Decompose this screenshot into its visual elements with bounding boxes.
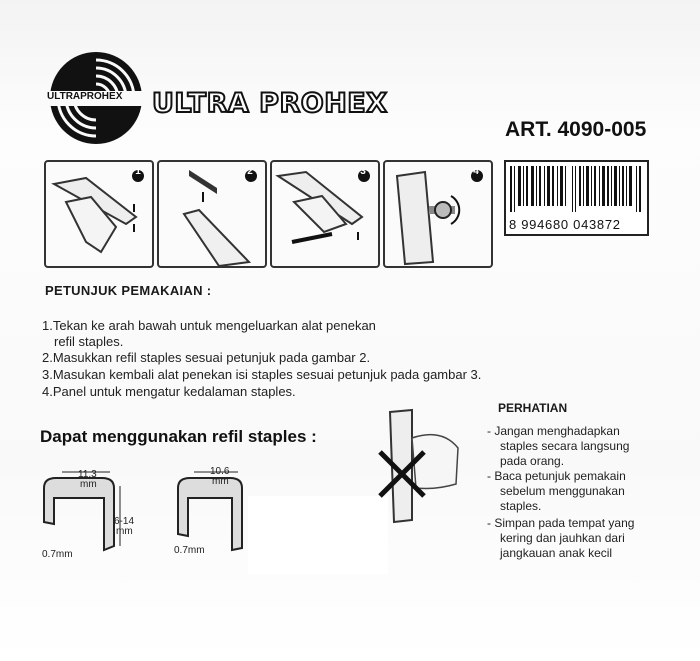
warning-line-3: pada orang. <box>500 454 565 468</box>
warning-line-9: jangkauan anak kecil <box>500 546 613 560</box>
warning-line-8: kering dan jauhkan dari <box>500 531 625 545</box>
stapler-hand-icon <box>372 408 480 526</box>
warning-line-6: staples. <box>500 499 542 513</box>
staple2-width: 10.6 <box>210 466 230 477</box>
instruction-line-4: 4.Panel untuk mengatur kedalaman staples. <box>42 384 296 399</box>
staple1-thickness: 0.7mm <box>42 549 73 560</box>
warning-line-4: - Baca petunjuk pemakain <box>487 469 626 483</box>
barcode <box>504 160 649 236</box>
refill-heading: Dapat menggunakan refil staples : <box>40 427 317 446</box>
warning-title: PERHATIAN <box>498 401 568 415</box>
depth-adjust-icon <box>385 162 491 266</box>
instruction-line-1b: refil staples. <box>54 334 124 349</box>
staple1-width: 11.3 <box>78 469 97 480</box>
stapler-close-icon <box>272 162 378 266</box>
step-number-4: 4 <box>473 166 479 177</box>
warning-line-2: staples secara langsung <box>500 439 630 453</box>
instruction-line-1: 1.Tekan ke arah bawah untuk mengeluarkan alat penekan <box>42 318 376 333</box>
logo-text: ULTRAPROHEX <box>47 91 123 102</box>
step-number-1: 1 <box>135 166 141 177</box>
blank-label-area <box>248 496 388 574</box>
staple1-width-unit: mm <box>80 479 97 490</box>
instructions-heading: PETUNJUK PEMAKAIAN : <box>45 283 212 298</box>
stapler-open-icon <box>46 162 152 266</box>
staple2-thickness: 0.7mm <box>174 545 205 556</box>
staple1-height-unit: mm <box>116 526 133 537</box>
article-number: ART. 4090-005 <box>505 118 647 141</box>
staple1-height: 6-14 <box>114 516 135 527</box>
barcode-number: 8 994680 043872 <box>509 217 621 232</box>
instruction-line-3: 3.Masukan kembali alat penekan isi staples sesuai petunjuk pada gambar 3. <box>42 367 482 382</box>
staple-insert-icon <box>159 162 265 266</box>
brand-name: ULTRA PROHEX <box>152 88 388 119</box>
step-number-2: 2 <box>247 166 253 177</box>
warning-line-5: sebelum menggunakan <box>500 484 625 498</box>
barcode-icon <box>508 164 645 214</box>
warning-line-7: - Simpan pada tempat yang <box>487 516 635 530</box>
warning-line-1: - Jangan menghadapkan <box>487 424 620 438</box>
step-number-3: 3 <box>360 166 366 177</box>
instruction-line-2: 2.Masukkan refil staples sesuai petunjuk pada gambar 2. <box>42 350 371 365</box>
staple2-width-unit: mm <box>212 476 229 487</box>
